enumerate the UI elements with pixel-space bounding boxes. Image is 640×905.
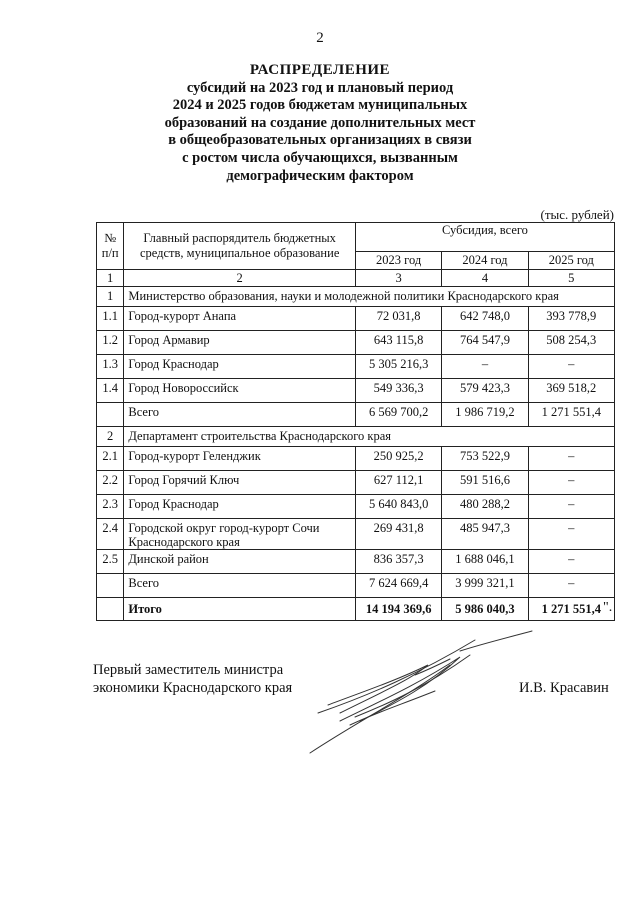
title-line: демографическим фактором	[226, 167, 414, 184]
row-num: 1.4	[97, 379, 124, 403]
value-2023: 14 194 369,6	[355, 598, 441, 621]
row-num: 1.2	[97, 331, 124, 355]
row-name: Всего	[124, 574, 356, 598]
department-name: Департамент строительства Краснодарского края	[124, 427, 615, 447]
row-name: Динской район	[124, 550, 356, 574]
value-2024: 1 986 719,2	[442, 403, 528, 427]
value-2025: –	[528, 519, 614, 550]
col-number: 4	[442, 270, 528, 287]
table-row	[97, 307, 615, 331]
title-line: образований на создание дополнительных мест	[164, 114, 476, 131]
signer-name: И.В. Красавин	[519, 680, 609, 696]
header-year-2024: 2024 год	[442, 252, 528, 270]
header-year-2025: 2025 год	[528, 252, 614, 270]
row-name: Город-курорт Анапа	[124, 307, 356, 331]
col-number: 5	[528, 270, 614, 287]
header-subsidy: Субсидия, всего	[355, 223, 614, 252]
title-line: с ростом числа обучающихся, вызванным	[182, 149, 458, 166]
header-year-2023: 2023 год	[355, 252, 441, 270]
row-num: 2.3	[97, 495, 124, 519]
distribution-table	[96, 222, 615, 621]
department-row	[97, 287, 615, 307]
col-number: 1	[97, 270, 124, 287]
page-number: 2	[316, 30, 324, 46]
value-2024: –	[442, 355, 528, 379]
row-num-empty	[97, 598, 124, 621]
row-num-empty	[97, 403, 124, 427]
row-name: Город Краснодар	[124, 495, 356, 519]
value-2023: 250 925,2	[355, 447, 441, 471]
value-2025: 393 778,9	[528, 307, 614, 331]
value-2023: 7 624 669,4	[355, 574, 441, 598]
grand-total-row	[97, 598, 615, 621]
row-name: Город Горячий Ключ	[124, 471, 356, 495]
value-2024: 485 947,3	[442, 519, 528, 550]
row-name: Город Краснодар	[124, 355, 356, 379]
subtotal-row	[97, 403, 615, 427]
value-2023: 5 640 843,0	[355, 495, 441, 519]
table-row	[97, 447, 615, 471]
table-row	[97, 379, 615, 403]
row-name: Город Армавир	[124, 331, 356, 355]
col-number: 2	[124, 270, 356, 287]
value-2025: 508 254,3	[528, 331, 614, 355]
value-2024: 764 547,9	[442, 331, 528, 355]
row-name: Город-курорт Геленджик	[124, 447, 356, 471]
value-2025: –	[528, 574, 614, 598]
title-line: субсидий на 2023 год и плановый период	[186, 79, 454, 96]
subtotal-row	[97, 574, 615, 598]
row-num: 2	[97, 427, 124, 447]
value-2025: –	[528, 447, 614, 471]
table-row	[97, 471, 615, 495]
units-note: (тыс. рублей)	[540, 207, 614, 222]
header-num: № п/п	[97, 223, 124, 270]
title-main: РАСПРЕДЕЛЕНИЕ	[249, 62, 391, 78]
value-2023: 627 112,1	[355, 471, 441, 495]
row-num: 2.4	[97, 519, 124, 550]
row-name: Итого	[124, 598, 356, 621]
row-name: Всего	[124, 403, 356, 427]
signer-position-line: Первый заместитель министра	[93, 662, 284, 678]
department-name: Министерство образования, науки и молодежной политики Краснодарского края	[124, 287, 615, 307]
row-num: 1.1	[97, 307, 124, 331]
value-2024: 579 423,3	[442, 379, 528, 403]
value-2024: 480 288,2	[442, 495, 528, 519]
value-2025: –	[528, 355, 614, 379]
value-2023: 836 357,3	[355, 550, 441, 574]
value-2023: 6 569 700,2	[355, 403, 441, 427]
closing-quote: ".	[603, 600, 613, 615]
title-line: в общеобразовательных организациях в связи	[168, 132, 472, 149]
row-num-empty	[97, 574, 124, 598]
value-2023: 549 336,3	[355, 379, 441, 403]
value-2024: 753 522,9	[442, 447, 528, 471]
value-2023: 5 305 216,3	[355, 355, 441, 379]
table-row	[97, 495, 615, 519]
value-2025: –	[528, 471, 614, 495]
signer-position-line: экономики Краснодарского края	[93, 679, 293, 696]
value-2025: –	[528, 495, 614, 519]
value-2024: 591 516,6	[442, 471, 528, 495]
table-row	[97, 550, 615, 574]
value-2024: 1 688 046,1	[442, 550, 528, 574]
table-row	[97, 331, 615, 355]
value-2023: 72 031,8	[355, 307, 441, 331]
handwritten-signature	[300, 625, 540, 755]
value-2023: 643 115,8	[355, 331, 441, 355]
value-2024: 5 986 040,3	[442, 598, 528, 621]
row-num: 1.3	[97, 355, 124, 379]
value-2025: 1 271 551,4	[528, 403, 614, 427]
value-2025: 1 271 551,4	[528, 598, 614, 621]
table-row	[97, 519, 615, 550]
value-2024: 3 999 321,1	[442, 574, 528, 598]
title-line: 2024 и 2025 годов бюджетам муниципальных	[172, 97, 468, 114]
row-num: 1	[97, 287, 124, 307]
value-2024: 642 748,0	[442, 307, 528, 331]
document-title	[0, 62, 640, 185]
value-2023: 269 431,8	[355, 519, 441, 550]
row-name: Город Новороссийск	[124, 379, 356, 403]
row-num: 2.5	[97, 550, 124, 574]
signer-position	[93, 662, 292, 697]
table-row	[97, 355, 615, 379]
department-row	[97, 427, 615, 447]
header-name: Главный распорядитель бюджетных средств, муниципальное образование	[124, 223, 356, 270]
row-name: Городской округ город-курорт Сочи Краснодарского края	[124, 519, 356, 550]
row-num: 2.2	[97, 471, 124, 495]
col-number: 3	[355, 270, 441, 287]
value-2025: 369 518,2	[528, 379, 614, 403]
value-2025: –	[528, 550, 614, 574]
row-num: 2.1	[97, 447, 124, 471]
